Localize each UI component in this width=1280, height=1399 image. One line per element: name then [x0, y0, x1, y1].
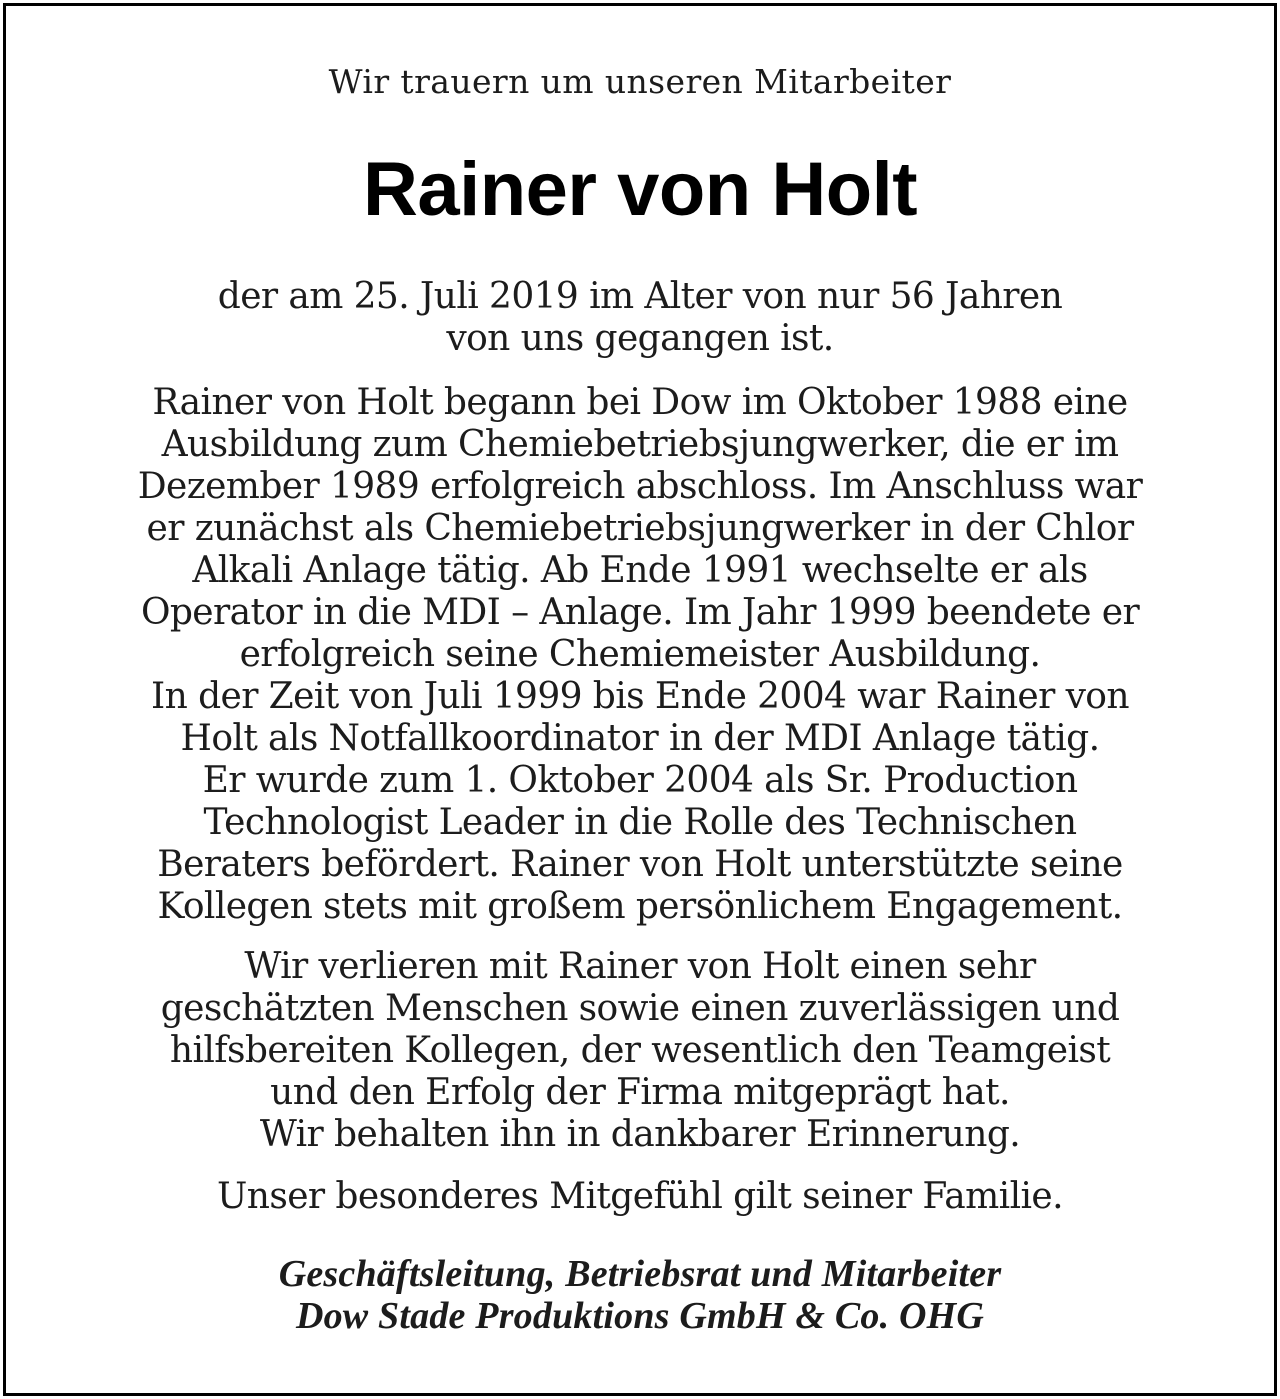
career-line: erfolgreich seine Chemiemeister Ausbildung.	[239, 634, 1041, 675]
tribute-paragraph	[6, 946, 1274, 1156]
tribute-line: Wir behalten ihn in dankbarer Erinnerung.	[259, 1114, 1021, 1155]
tribute-line: Wir verlieren mit Rainer von Holt einen sehr	[244, 946, 1036, 987]
tribute-line: und den Erfolg der Firma mitgeprägt hat.	[270, 1072, 1010, 1113]
career-line: er zunächst als Chemiebetriebsjungwerker in der Chlor	[146, 508, 1134, 549]
deceased-name: Rainer von Holt	[362, 147, 918, 232]
career-line: In der Zeit von Juli 1999 bis Ende 2004 war Rainer von	[151, 676, 1129, 717]
death-line: von uns gegangen ist.	[446, 318, 834, 359]
obituary-notice	[3, 3, 1277, 1396]
career-line: Holt als Notfallkoordinator in der MDI Anlage tätig.	[180, 718, 1100, 759]
signature-block	[6, 1253, 1274, 1337]
death-paragraph	[6, 276, 1274, 360]
family-condolence: Unser besonderes Mitgefühl gilt seiner Familie.	[217, 1176, 1063, 1217]
career-line: Rainer von Holt begann bei Dow im Oktober 1988 eine	[152, 382, 1128, 423]
career-line: Ausbildung zum Chemiebetriebsjungwerker, die er im	[161, 424, 1119, 465]
career-line: Kollegen stets mit großem persönlichem Engagement.	[157, 886, 1123, 927]
career-line: Dezember 1989 erfolgreich abschloss. Im Anschluss war	[137, 466, 1143, 507]
career-line: Beraters befördert. Rainer von Holt unterstützte seine	[157, 844, 1123, 885]
tribute-line: geschätzten Menschen sowie einen zuverlässigen und	[160, 988, 1120, 1029]
career-line: Operator in die MDI – Anlage. Im Jahr 1999 beendete er	[140, 592, 1140, 633]
death-line: der am 25. Juli 2019 im Alter von nur 56 Jahren	[217, 276, 1063, 317]
intro-line: Wir trauern um unseren Mitarbeiter	[328, 62, 952, 101]
career-line: Technologist Leader in die Rolle des Technischen	[203, 802, 1077, 843]
signature-line: Geschäftsleitung, Betriebsrat und Mitarbeiter	[278, 1253, 1002, 1295]
career-line: Alkali Anlage tätig. Ab Ende 1991 wechselte er als	[192, 550, 1088, 591]
tribute-line: hilfsbereiten Kollegen, der wesentlich den Teamgeist	[169, 1030, 1111, 1071]
career-line: Er wurde zum 1. Oktober 2004 als Sr. Production	[202, 760, 1078, 801]
career-paragraph	[6, 382, 1274, 928]
signature-line: Dow Stade Produktions GmbH & Co. OHG	[295, 1295, 985, 1337]
